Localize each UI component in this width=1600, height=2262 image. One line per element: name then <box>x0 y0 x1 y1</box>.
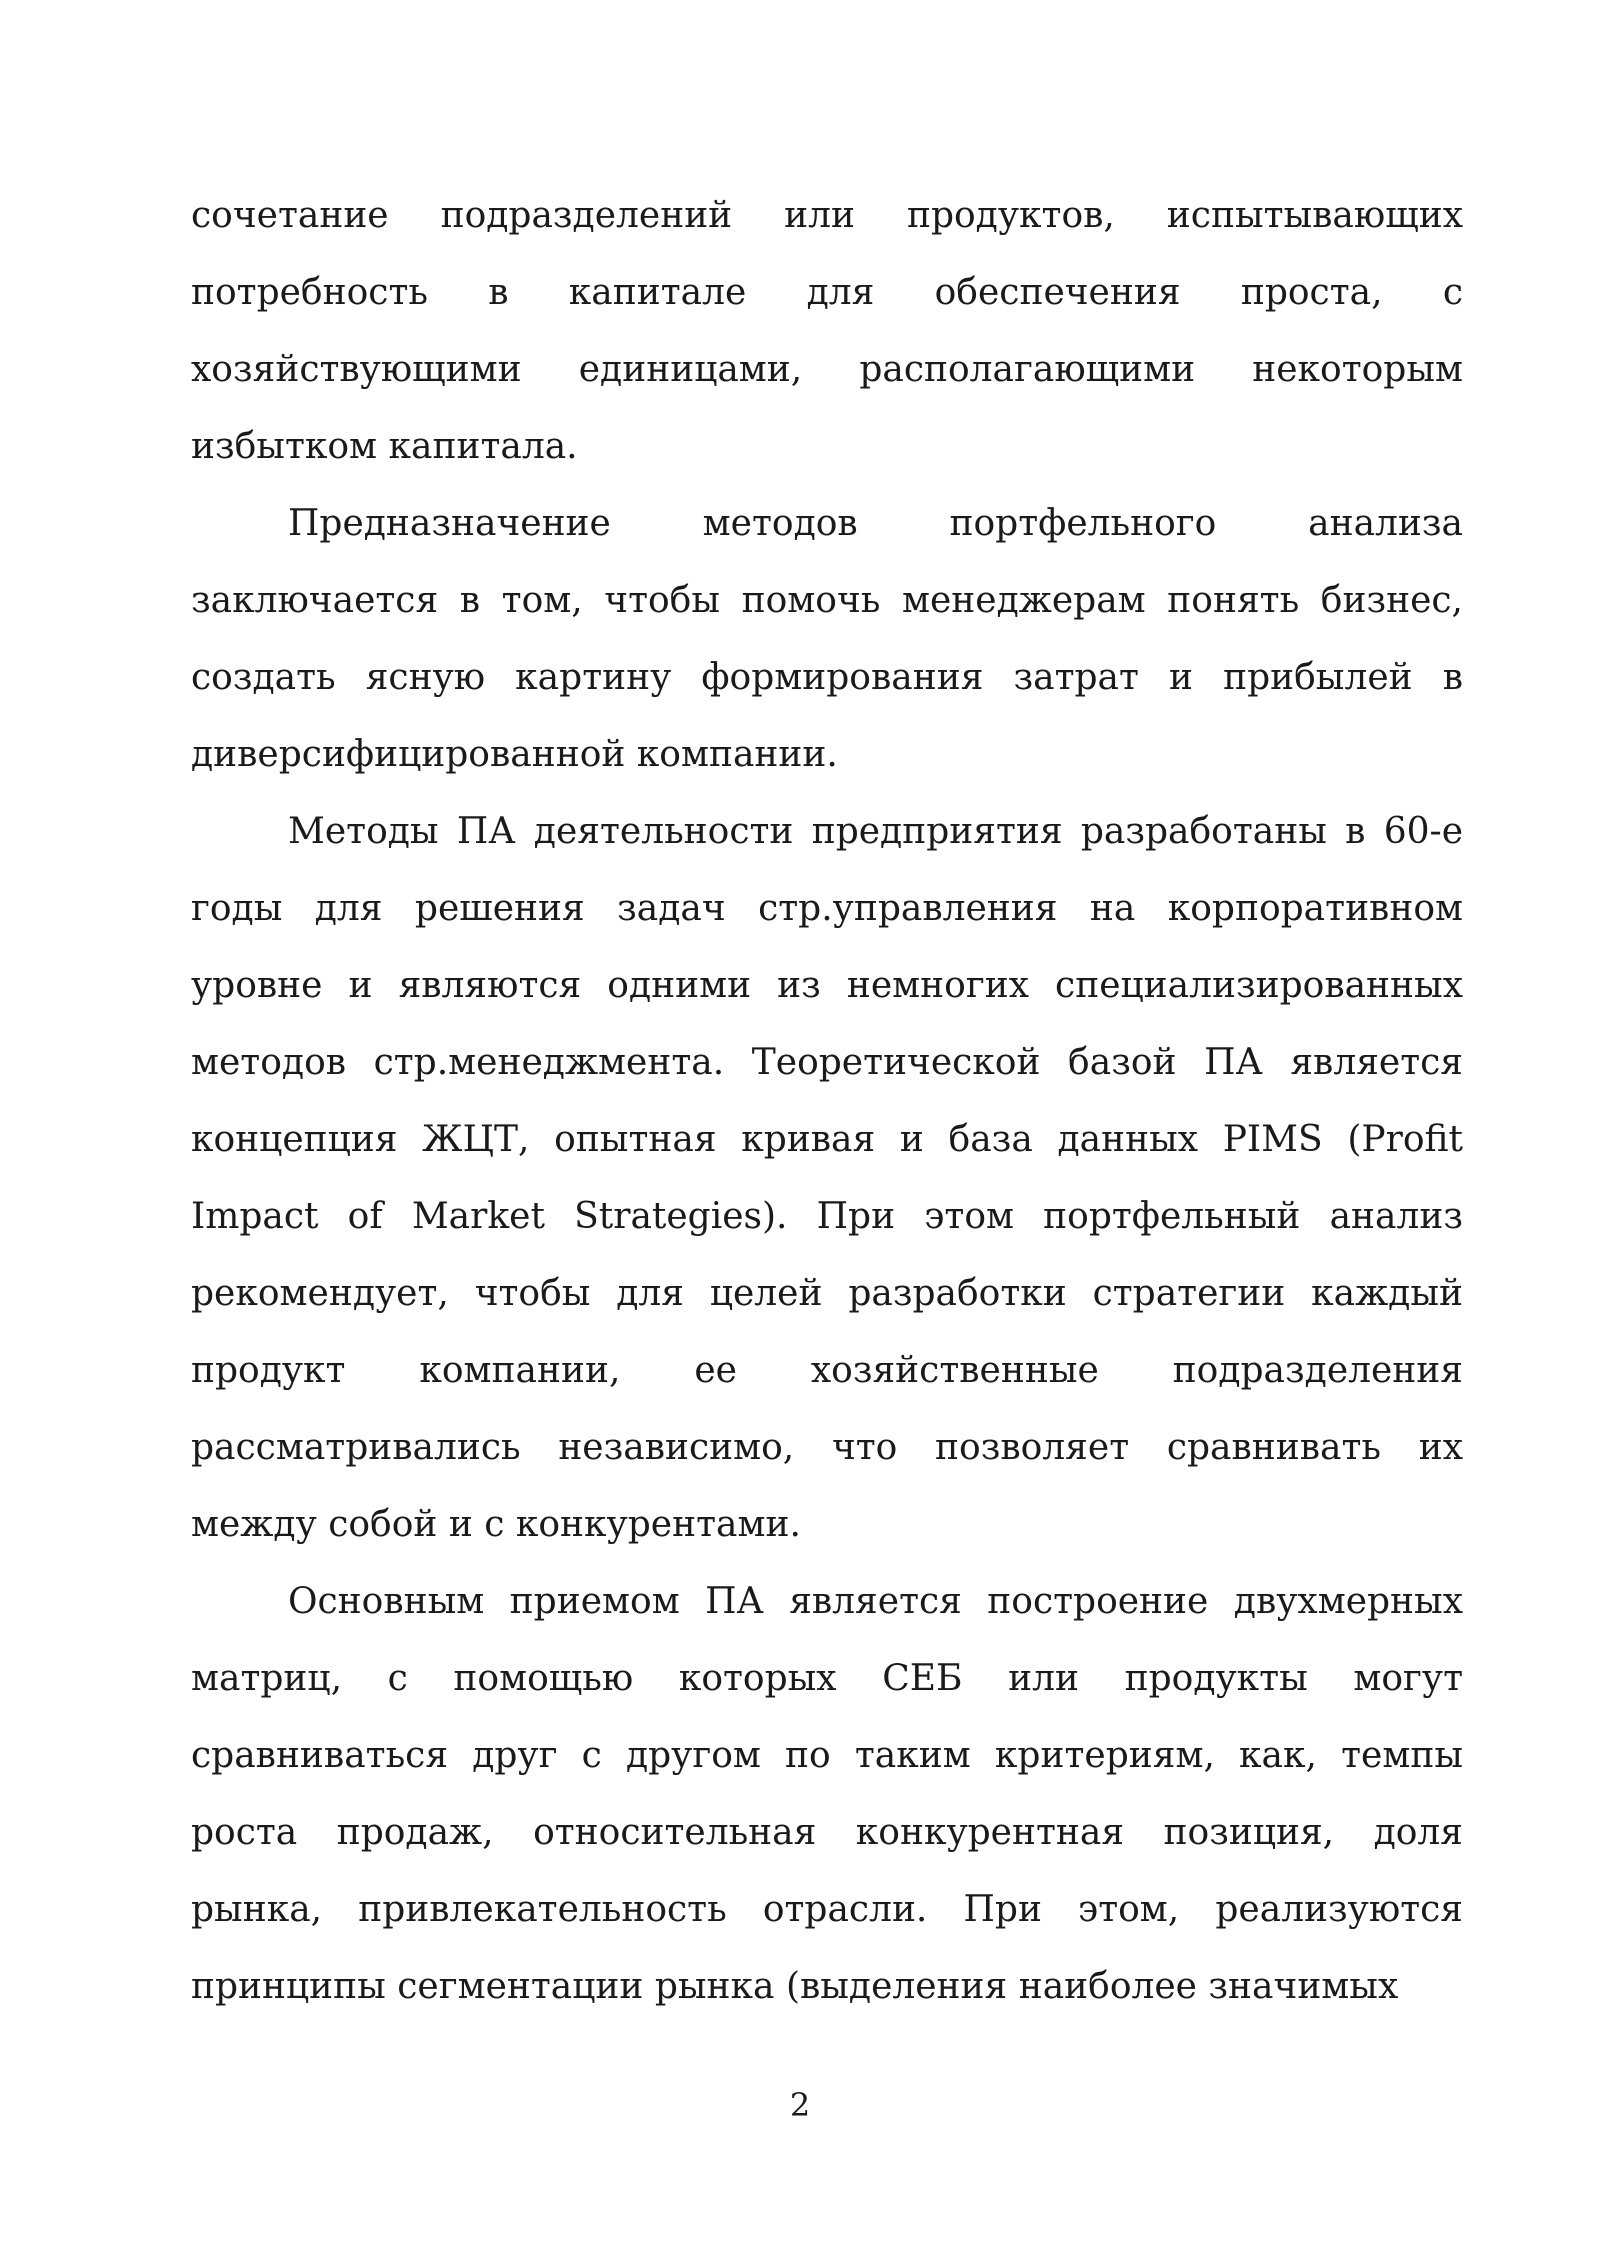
paragraph-main-technique: Основным приемом ПА является построение двухмерных матриц, с помощью которых СЕБ или продукты могут сравниваться друг с другом по таким критериям, как, темпы роста продаж, относительная конкурентная позиция, доля рынка, привлекательность отрасли. При этом, реализуются принципы сегментации рынка (выделения наиболее значимых <box>191 1581 1463 2007</box>
page-number: 2 <box>789 2086 811 2124</box>
text-body <box>191 177 1463 2025</box>
paragraph-purpose: Предназначение методов портфельного анализа заключается в том, чтобы помочь менеджерам понять бизнес, создать ясную картину формирования затрат и прибылей в диверсифицированной компании. <box>191 503 1463 775</box>
paragraph-methods: Методы ПА деятельности предприятия разработаны в 60-е годы для решения задач стр.управления на корпоративном уровне и являются одними из немногих специализированных методов стр.менеджмента. Теоретической базой ПА является концепция ЖЦТ, опытная кривая и база данных PIMS (Profit Impact of Market Strategies). При этом портфельный анализ рекомендует, чтобы для целей разработки стратегии каждый продукт компании, ее хозяйственные подразделения рассматривались независимо, что позволяет сравнивать их между собой и с конкурентами. <box>191 811 1463 1545</box>
paragraph-continuation: сочетание подразделений или продуктов, испытывающих потребность в капитале для обеспечения проста, с хозяйствующими единицами, располагающими некоторым избытком капитала. <box>191 195 1463 467</box>
